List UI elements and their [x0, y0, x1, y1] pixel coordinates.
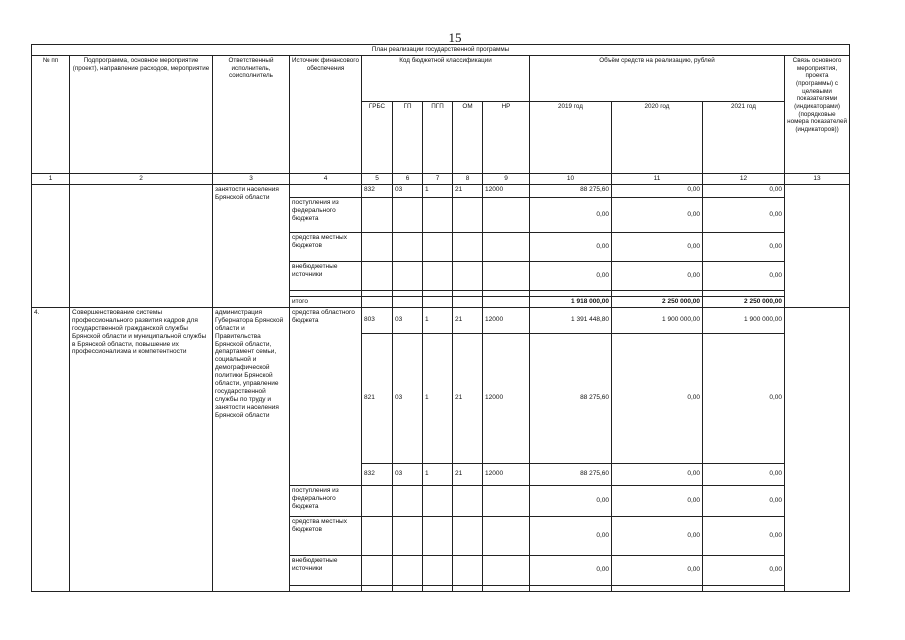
source-federal: поступления из федерального бюджета	[290, 197, 362, 232]
row-no: 4.	[32, 307, 70, 591]
grbs-cell: 821	[362, 333, 393, 463]
col-number: 7	[423, 174, 453, 185]
col-number: 2	[70, 174, 213, 185]
amount-2019: 0,00	[530, 555, 612, 585]
header-grbs: ГРБС	[362, 102, 393, 174]
row-no-empty	[32, 184, 70, 307]
header-subprogram: Подпрограмма, основное мероприятие (проект), направление расходов, мероприятие	[70, 56, 213, 174]
amount-2020: 0,00	[612, 555, 703, 585]
total-2019: 1 918 000,00	[530, 296, 612, 307]
col-number: 6	[393, 174, 423, 185]
amount-2020: 1 900 000,00	[612, 307, 703, 333]
amount-2021: 0,00	[703, 463, 785, 485]
source-empty	[290, 184, 362, 197]
indicator-link-empty	[785, 184, 850, 307]
amount-2020: 0,00	[612, 333, 703, 463]
header-funding-volume: Объём средств на реализацию, рублей	[530, 56, 785, 102]
amount-2021: 0,00	[703, 555, 785, 585]
col-number: 5	[362, 174, 393, 185]
pgp-cell: 1	[423, 333, 453, 463]
amount-2021: 0,00	[703, 485, 785, 516]
total-2021: 2 250 000,00	[703, 296, 785, 307]
gp-cell: 03	[393, 184, 423, 197]
om-cell: 21	[453, 463, 483, 485]
header-no: № пп	[32, 56, 70, 174]
col-number: 12	[703, 174, 785, 185]
header-executor: Ответственный исполнитель, соисполнитель	[213, 56, 290, 174]
source-extrabudgetary: внебюджетные источники	[290, 555, 362, 585]
gp-cell: 03	[393, 463, 423, 485]
pgp-cell: 1	[423, 307, 453, 333]
amount-2019: 0,00	[530, 197, 612, 232]
pgp-cell: 1	[423, 463, 453, 485]
total-2020: 2 250 000,00	[612, 296, 703, 307]
source-local: средства местных бюджетов	[290, 516, 362, 555]
col-number: 4	[290, 174, 362, 185]
grbs-cell: 803	[362, 307, 393, 333]
amount-2021: 0,00	[703, 333, 785, 463]
header-source: Источник финансового обеспечения	[290, 56, 362, 174]
subprogram-empty	[70, 184, 213, 307]
source-extrabudgetary: внебюджетные источники	[290, 261, 362, 290]
amount-2019: 0,00	[530, 516, 612, 555]
amount-2021: 0,00	[703, 232, 785, 261]
page-number: 15	[448, 30, 462, 45]
header-pgp: ПГП	[423, 102, 453, 174]
col-number: 9	[483, 174, 530, 185]
source-local: средства местных бюджетов	[290, 232, 362, 261]
header-nr: НР	[483, 102, 530, 174]
header-om: ОМ	[453, 102, 483, 174]
gp-cell: 03	[393, 333, 423, 463]
amount-2019: 88 275,60	[530, 463, 612, 485]
table-row	[32, 307, 850, 333]
amount-2019: 0,00	[530, 485, 612, 516]
header-indicator-link: Связь основного мероприятия, проекта (программы) с целевыми показателями (индикаторами) (порядковые номера показателей (индикаторов))	[785, 56, 850, 174]
nr-cell: 12000	[483, 184, 530, 197]
amount-2021: 0,00	[703, 261, 785, 290]
table-row	[32, 184, 850, 197]
amount-2020: 0,00	[612, 184, 703, 197]
col-number: 10	[530, 174, 612, 185]
amount-2021: 0,00	[703, 516, 785, 555]
om-cell: 21	[453, 307, 483, 333]
source-regional: средства областного бюджета	[290, 307, 362, 485]
col-number: 13	[785, 174, 850, 185]
col-number: 1	[32, 174, 70, 185]
amount-2021: 0,00	[703, 197, 785, 232]
subprogram-title: Совершенствование системы профессионального развития кадров для государственной гражданской службы Брянской области и муниципальной службы в Брянской области, повышение их профессионализма и компетентности	[70, 307, 213, 591]
source-total: итого	[290, 296, 362, 307]
gp-cell: 03	[393, 307, 423, 333]
source-federal: поступления из федерального бюджета	[290, 485, 362, 516]
amount-2021: 0,00	[703, 184, 785, 197]
om-cell: 21	[453, 333, 483, 463]
amount-2020: 0,00	[612, 197, 703, 232]
nr-cell: 12000	[483, 307, 530, 333]
amount-2019: 88 275,60	[530, 333, 612, 463]
header-budget-classification: Код бюджетной классификации	[362, 56, 530, 102]
amount-2019: 0,00	[530, 232, 612, 261]
amount-2020: 0,00	[612, 232, 703, 261]
om-cell: 21	[453, 184, 483, 197]
amount-2020: 0,00	[612, 463, 703, 485]
grbs-cell: 832	[362, 184, 393, 197]
amount-2019: 88 275,60	[530, 184, 612, 197]
header-2020: 2020 год	[612, 102, 703, 174]
program-plan-table	[31, 44, 850, 592]
amount-2020: 0,00	[612, 261, 703, 290]
executor-list: администрация Губернатора Брянской области и Правительства Брянской области, департамент семьи, социальной и демографической политики Брянской области, управление государственной службы по труду и занятости населения Брянской области	[213, 307, 290, 591]
grbs-cell: 832	[362, 463, 393, 485]
col-number: 3	[213, 174, 290, 185]
amount-2020: 0,00	[612, 485, 703, 516]
col-number: 8	[453, 174, 483, 185]
col-number: 11	[612, 174, 703, 185]
header-gp: ГП	[393, 102, 423, 174]
executor-continuation: занятости населения Брянской области	[213, 184, 290, 307]
amount-2019: 1 391 448,80	[530, 307, 612, 333]
pgp-cell: 1	[423, 184, 453, 197]
amount-2019: 0,00	[530, 261, 612, 290]
amount-2021: 1 900 000,00	[703, 307, 785, 333]
indicator-link-empty	[785, 307, 850, 591]
header-2021: 2021 год	[703, 102, 785, 174]
nr-cell: 12000	[483, 333, 530, 463]
nr-cell: 12000	[483, 463, 530, 485]
table-caption: План реализации государственной программы	[32, 45, 850, 56]
header-2019: 2019 год	[530, 102, 612, 174]
amount-2020: 0,00	[612, 516, 703, 555]
